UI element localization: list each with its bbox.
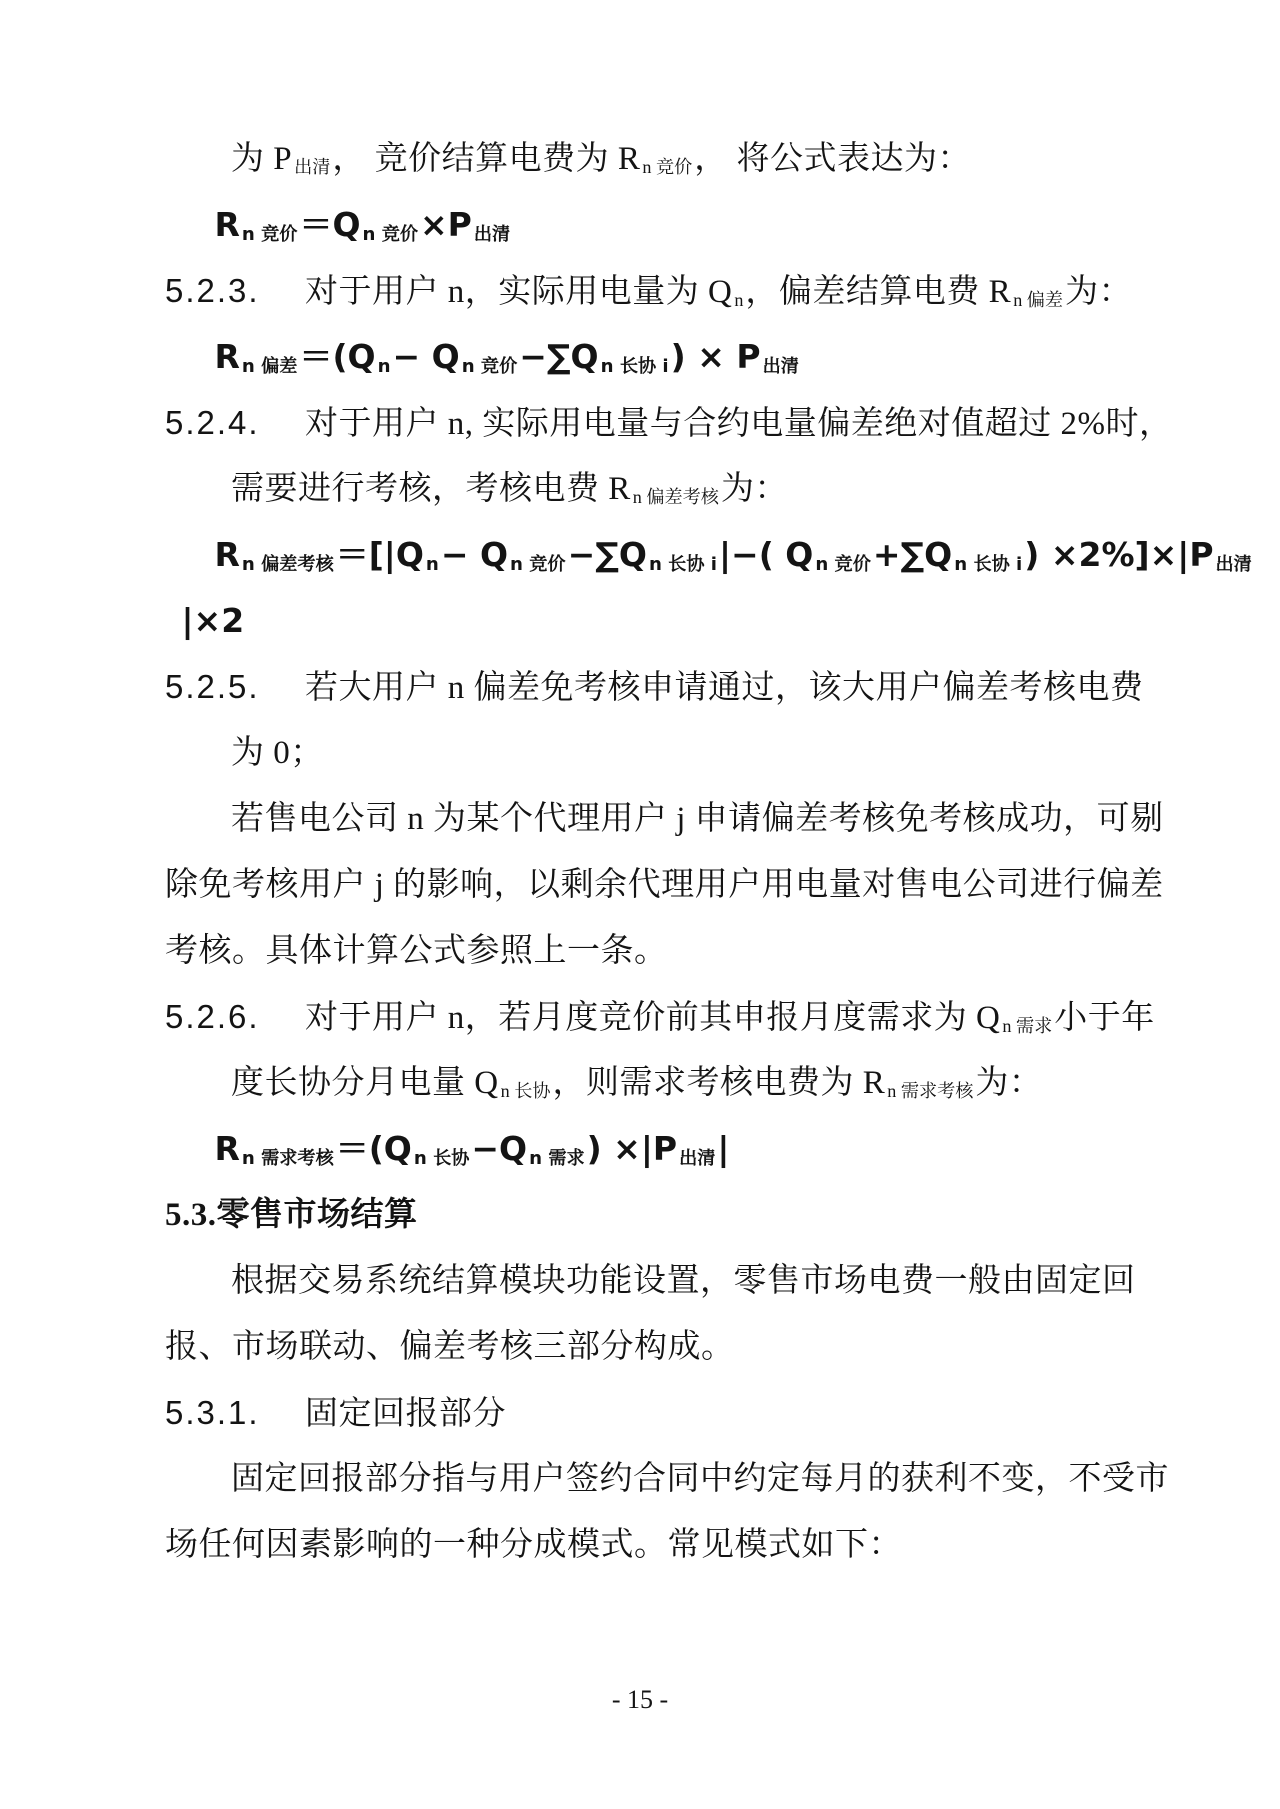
body-line: [165, 918, 1130, 984]
text-segment: ，偏差结算电费 R: [745, 274, 1012, 310]
section-line-5-2-6: [165, 984, 1155, 1050]
subscript: 出清: [762, 355, 799, 377]
subscript: n 竞价: [815, 553, 871, 575]
subscript: n 需求考核: [887, 1080, 974, 1101]
formula-line: [165, 324, 1130, 390]
subscript: 出清: [294, 156, 331, 177]
text-segment: 为：: [720, 471, 788, 507]
formula-line: [165, 192, 1130, 258]
subscript: n 长协 i: [600, 355, 669, 377]
text-segment: 考核。具体计算公式参照上一条。: [165, 933, 668, 969]
text-segment: 为 P: [231, 141, 293, 177]
section-line-5-2-3: [165, 258, 1133, 324]
text-segment: ， 将公式表达为：: [694, 141, 972, 177]
text-segment: 为：: [975, 1065, 1043, 1101]
text-segment: R: [214, 337, 240, 376]
text-segment: 固定回报部分: [305, 1396, 506, 1432]
page-number: - 15 -: [611, 1685, 669, 1714]
subscript: n: [425, 553, 439, 575]
body-line: [165, 720, 1130, 786]
subscript: n 长协 i: [648, 553, 717, 575]
text-segment: +∑Q: [872, 535, 953, 574]
body-line: [165, 852, 1164, 918]
text-segment: 5.3.零售市场结算: [165, 1197, 418, 1233]
text-segment: R: [214, 205, 240, 244]
text-segment: ，则需求考核电费为 R: [552, 1065, 886, 1101]
text-segment: −∑Q: [519, 337, 599, 376]
subscript: 出清: [473, 223, 511, 245]
text-segment: R: [214, 535, 240, 574]
body-line: [165, 1512, 1130, 1578]
text-segment: 对于用户 n，实际用电量为 Q: [305, 274, 733, 310]
body-line: [165, 1314, 1130, 1380]
body-line: [165, 456, 1130, 522]
subscript: n 竞价: [642, 156, 693, 177]
formula-line: [165, 588, 1130, 654]
formula-line: [165, 1116, 1130, 1182]
text-segment: 若大用户 n 偏差免考核申请通过，该大用户偏差考核电费: [305, 670, 1144, 706]
text-segment: ) × P: [670, 337, 761, 376]
text-segment: − Q: [392, 337, 460, 376]
subscript: n 竞价: [241, 223, 298, 245]
subscript: n 长协: [500, 1080, 551, 1101]
text-segment: ×P: [420, 205, 472, 244]
text-segment: 度长协分月电量 Q: [231, 1065, 499, 1101]
text-segment: |: [717, 1129, 730, 1168]
text-segment: 对于用户 n，若月度竞价前其申报月度需求为 Q: [305, 1000, 1001, 1036]
heading-line: [165, 1182, 1130, 1248]
text-segment: ＝(Q: [299, 337, 376, 376]
subscript: n 长协 i: [954, 553, 1023, 575]
text-segment: 对于用户 n, 实际用电量与合约电量偏差绝对值超过 2%时，: [305, 406, 1173, 442]
subscript: n: [734, 289, 744, 310]
text-segment: 需要进行考核，考核电费 R: [231, 471, 631, 507]
body-line: [165, 1446, 1169, 1512]
text-segment: 小于年: [1054, 1000, 1155, 1036]
subscript: n 需求: [529, 1147, 585, 1169]
body-line: [165, 126, 1130, 192]
subscript: n 需求: [1002, 1015, 1053, 1036]
subscript: n 竞价: [461, 355, 518, 377]
text-segment: 若售电公司 n 为某个代理用户 j 申请偏差考核免考核成功，可剔: [231, 801, 1164, 837]
section-number: 5.2.4.: [165, 404, 260, 441]
section-line-5-2-5: [165, 654, 1144, 720]
subscript: n 偏差考核: [241, 553, 334, 575]
subscript: 出清: [1215, 553, 1252, 575]
text-segment: − Q: [440, 535, 509, 574]
body-line: [165, 1248, 1136, 1314]
text-segment: −Q: [471, 1129, 528, 1168]
subscript: n 偏差考核: [632, 486, 719, 507]
subscript: n 长协: [413, 1147, 470, 1169]
text-segment: −∑Q: [567, 535, 647, 574]
section-number: 5.3.1.: [165, 1394, 260, 1431]
subscript: n 需求考核: [241, 1147, 334, 1169]
section-line-5-3-1: [165, 1380, 1130, 1446]
text-segment: 根据交易系统结算模块功能设置，零售市场电费一般由固定回: [231, 1263, 1136, 1299]
text-segment: 为 0；: [231, 735, 324, 771]
body-line: [165, 1050, 1130, 1116]
text-segment: 报、市场联动、偏差考核三部分构成。: [165, 1329, 735, 1365]
subscript: n 竞价: [510, 553, 566, 575]
formula-line: [165, 522, 1252, 588]
text-segment: ， 竞价结算电费为 R: [332, 141, 641, 177]
text-segment: ＝[|Q: [335, 535, 424, 574]
text-segment: 除免考核用户 j 的影响，以剩余代理用户用电量对售电公司进行偏差: [165, 867, 1164, 903]
section-number: 5.2.5.: [165, 668, 260, 705]
text-segment: |−( Q: [719, 535, 814, 574]
section-line-5-2-4: [165, 390, 1173, 456]
text-segment: ) ×2%]×|P: [1024, 535, 1214, 574]
text-segment: 固定回报部分指与用户签约合同中约定每月的获利不变，不受市: [231, 1461, 1169, 1497]
text-segment: 场任何因素影响的一种分成模式。常见模式如下：: [165, 1527, 902, 1563]
section-number: 5.2.6.: [165, 998, 260, 1035]
subscript: n: [377, 355, 391, 377]
section-number: 5.2.3.: [165, 272, 260, 309]
body-line: [165, 786, 1164, 852]
text-segment: R: [214, 1129, 240, 1168]
text-segment: 为：: [1065, 274, 1133, 310]
document-body: [165, 126, 1252, 1578]
subscript: n 偏差: [1013, 289, 1064, 310]
text-segment: ＝Q: [299, 205, 361, 244]
text-segment: ) ×|P: [586, 1129, 678, 1168]
subscript: n 偏差: [241, 355, 298, 377]
text-segment: |×2: [181, 601, 245, 640]
subscript: n 竞价: [362, 223, 419, 245]
text-segment: ＝(Q: [335, 1129, 412, 1168]
subscript: 出清: [679, 1147, 716, 1169]
